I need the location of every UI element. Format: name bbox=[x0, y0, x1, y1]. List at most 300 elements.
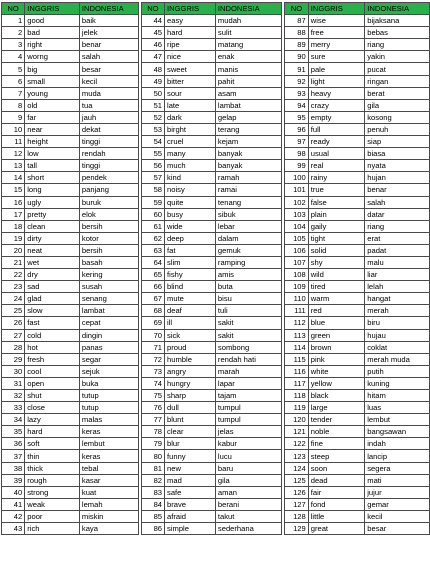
indonesian-word-cell: bersih bbox=[79, 220, 138, 232]
number-cell: 33 bbox=[2, 402, 25, 414]
indonesian-word-cell: bisu bbox=[215, 293, 282, 305]
indonesian-word-cell: segera bbox=[365, 462, 430, 474]
indonesian-word-cell: sakit bbox=[215, 329, 282, 341]
english-word-cell: false bbox=[308, 196, 365, 208]
indonesian-word-cell: lancip bbox=[365, 450, 430, 462]
number-cell: 71 bbox=[141, 341, 164, 353]
indonesian-word-cell: dalam bbox=[215, 232, 282, 244]
indonesian-word-cell: panas bbox=[79, 341, 138, 353]
english-word-cell: warm bbox=[308, 293, 365, 305]
english-word-cell: afraid bbox=[165, 510, 216, 522]
english-word-cell: great bbox=[308, 523, 365, 535]
indonesian-word-cell: tajam bbox=[215, 390, 282, 402]
number-cell: 113 bbox=[285, 329, 308, 341]
english-word-cell: wild bbox=[308, 269, 365, 281]
english-word-cell: steep bbox=[308, 450, 365, 462]
table-row bbox=[2, 136, 430, 148]
indonesian-word-cell: benar bbox=[365, 184, 430, 196]
number-cell: 101 bbox=[285, 184, 308, 196]
english-word-cell: mute bbox=[165, 293, 216, 305]
number-cell: 3 bbox=[2, 39, 25, 51]
number-cell: 69 bbox=[141, 317, 164, 329]
indonesian-word-cell: kering bbox=[79, 269, 138, 281]
header-no: NO bbox=[2, 3, 25, 15]
indonesian-word-cell: biasa bbox=[365, 148, 430, 160]
english-word-cell: true bbox=[308, 184, 365, 196]
number-cell: 88 bbox=[285, 27, 308, 39]
number-cell: 107 bbox=[285, 256, 308, 268]
table-row bbox=[2, 329, 430, 341]
english-word-cell: green bbox=[308, 329, 365, 341]
table-row bbox=[2, 63, 430, 75]
english-word-cell: sweet bbox=[165, 63, 216, 75]
english-word-cell: bitter bbox=[165, 75, 216, 87]
indonesian-word-cell: coklat bbox=[365, 341, 430, 353]
indonesian-word-cell: kuning bbox=[365, 377, 430, 389]
number-cell: 53 bbox=[141, 123, 164, 135]
english-word-cell: dull bbox=[165, 402, 216, 414]
indonesian-word-cell: tua bbox=[79, 99, 138, 111]
english-word-cell: much bbox=[165, 160, 216, 172]
number-cell: 19 bbox=[2, 232, 25, 244]
indonesian-word-cell: tebal bbox=[79, 462, 138, 474]
number-cell: 108 bbox=[285, 269, 308, 281]
table-row bbox=[2, 123, 430, 135]
indonesian-word-cell: salah bbox=[365, 196, 430, 208]
number-cell: 1 bbox=[2, 15, 25, 27]
number-cell: 41 bbox=[2, 498, 25, 510]
number-cell: 120 bbox=[285, 414, 308, 426]
indonesian-word-cell: pendek bbox=[79, 172, 138, 184]
indonesian-word-cell: berat bbox=[365, 87, 430, 99]
header-indonesian: INDONESIA bbox=[215, 3, 282, 15]
indonesian-word-cell: malas bbox=[79, 414, 138, 426]
number-cell: 110 bbox=[285, 293, 308, 305]
number-cell: 87 bbox=[285, 15, 308, 27]
english-word-cell: simple bbox=[165, 523, 216, 535]
english-word-cell: dead bbox=[308, 474, 365, 486]
number-cell: 125 bbox=[285, 474, 308, 486]
english-word-cell: tired bbox=[308, 281, 365, 293]
number-cell: 92 bbox=[285, 75, 308, 87]
number-cell: 96 bbox=[285, 123, 308, 135]
number-cell: 10 bbox=[2, 123, 25, 135]
english-word-cell: little bbox=[308, 510, 365, 522]
indonesian-word-cell: baru bbox=[215, 462, 282, 474]
indonesian-word-cell: manis bbox=[215, 63, 282, 75]
english-word-cell: busy bbox=[165, 208, 216, 220]
number-cell: 106 bbox=[285, 244, 308, 256]
indonesian-word-cell: tinggi bbox=[79, 160, 138, 172]
table-row bbox=[2, 341, 430, 353]
english-word-cell: low bbox=[25, 148, 80, 160]
number-cell: 55 bbox=[141, 148, 164, 160]
english-word-cell: light bbox=[308, 75, 365, 87]
number-cell: 22 bbox=[2, 269, 25, 281]
english-word-cell: crazy bbox=[308, 99, 365, 111]
indonesian-word-cell: hujan bbox=[365, 172, 430, 184]
english-word-cell: dry bbox=[25, 269, 80, 281]
english-word-cell: slow bbox=[25, 305, 80, 317]
number-cell: 111 bbox=[285, 305, 308, 317]
indonesian-word-cell: riang bbox=[365, 39, 430, 51]
table-row bbox=[2, 269, 430, 281]
number-cell: 43 bbox=[2, 523, 25, 535]
indonesian-word-cell: susah bbox=[79, 281, 138, 293]
english-word-cell: fast bbox=[25, 317, 80, 329]
english-word-cell: usual bbox=[308, 148, 365, 160]
english-word-cell: rainy bbox=[308, 172, 365, 184]
number-cell: 77 bbox=[141, 414, 164, 426]
english-word-cell: new bbox=[165, 462, 216, 474]
english-word-cell: birght bbox=[165, 123, 216, 135]
english-word-cell: sure bbox=[308, 51, 365, 63]
english-word-cell: near bbox=[25, 123, 80, 135]
english-word-cell: clear bbox=[165, 426, 216, 438]
table-row bbox=[2, 196, 430, 208]
number-cell: 54 bbox=[141, 136, 164, 148]
indonesian-word-cell: lembut bbox=[365, 414, 430, 426]
english-word-cell: ready bbox=[308, 136, 365, 148]
indonesian-word-cell: kotor bbox=[79, 232, 138, 244]
english-word-cell: wide bbox=[165, 220, 216, 232]
english-word-cell: many bbox=[165, 148, 216, 160]
indonesian-word-cell: luas bbox=[365, 402, 430, 414]
indonesian-word-cell: hujau bbox=[365, 329, 430, 341]
table-row bbox=[2, 377, 430, 389]
header-english: INGGRIS bbox=[308, 3, 365, 15]
number-cell: 91 bbox=[285, 63, 308, 75]
number-cell: 78 bbox=[141, 426, 164, 438]
english-word-cell: gaily bbox=[308, 220, 365, 232]
indonesian-word-cell: sibuk bbox=[215, 208, 282, 220]
indonesian-word-cell: bijaksana bbox=[365, 15, 430, 27]
number-cell: 21 bbox=[2, 256, 25, 268]
indonesian-word-cell: lelah bbox=[365, 281, 430, 293]
english-word-cell: wet bbox=[25, 256, 80, 268]
number-cell: 45 bbox=[141, 27, 164, 39]
number-cell: 35 bbox=[2, 426, 25, 438]
number-cell: 29 bbox=[2, 353, 25, 365]
number-cell: 38 bbox=[2, 462, 25, 474]
number-cell: 123 bbox=[285, 450, 308, 462]
english-word-cell: brown bbox=[308, 341, 365, 353]
indonesian-word-cell: amis bbox=[215, 269, 282, 281]
number-cell: 7 bbox=[2, 87, 25, 99]
table-row bbox=[2, 232, 430, 244]
number-cell: 56 bbox=[141, 160, 164, 172]
table-row bbox=[2, 99, 430, 111]
indonesian-word-cell: keras bbox=[79, 426, 138, 438]
number-cell: 49 bbox=[141, 75, 164, 87]
english-word-cell: quite bbox=[165, 196, 216, 208]
indonesian-word-cell: hitam bbox=[365, 390, 430, 402]
number-cell: 129 bbox=[285, 523, 308, 535]
english-word-cell: heavy bbox=[308, 87, 365, 99]
indonesian-word-cell: merah bbox=[365, 305, 430, 317]
english-word-cell: mad bbox=[165, 474, 216, 486]
english-word-cell: pretty bbox=[25, 208, 80, 220]
indonesian-word-cell: tutup bbox=[79, 390, 138, 402]
table-row bbox=[2, 172, 430, 184]
english-word-cell: small bbox=[25, 75, 80, 87]
english-word-cell: young bbox=[25, 87, 80, 99]
indonesian-word-cell: jauh bbox=[79, 111, 138, 123]
number-cell: 122 bbox=[285, 438, 308, 450]
indonesian-word-cell: lucu bbox=[215, 450, 282, 462]
number-cell: 86 bbox=[141, 523, 164, 535]
indonesian-word-cell: ramai bbox=[215, 184, 282, 196]
indonesian-word-cell: jelas bbox=[215, 426, 282, 438]
indonesian-word-cell: tumpul bbox=[215, 402, 282, 414]
english-word-cell: thick bbox=[25, 462, 80, 474]
table-row bbox=[2, 365, 430, 377]
number-cell: 81 bbox=[141, 462, 164, 474]
indonesian-word-cell: ramping bbox=[215, 256, 282, 268]
header-english: INGGRIS bbox=[165, 3, 216, 15]
number-cell: 93 bbox=[285, 87, 308, 99]
number-cell: 128 bbox=[285, 510, 308, 522]
english-word-cell: plain bbox=[308, 208, 365, 220]
indonesian-word-cell: terang bbox=[215, 123, 282, 135]
table-row bbox=[2, 510, 430, 522]
indonesian-word-cell: banyak bbox=[215, 160, 282, 172]
table-row bbox=[2, 438, 430, 450]
number-cell: 50 bbox=[141, 87, 164, 99]
indonesian-word-cell: besar bbox=[365, 523, 430, 535]
english-word-cell: short bbox=[25, 172, 80, 184]
number-cell: 73 bbox=[141, 365, 164, 377]
english-word-cell: sour bbox=[165, 87, 216, 99]
number-cell: 58 bbox=[141, 184, 164, 196]
indonesian-word-cell: basah bbox=[79, 256, 138, 268]
english-word-cell: clean bbox=[25, 220, 80, 232]
indonesian-word-cell: kabur bbox=[215, 438, 282, 450]
indonesian-word-cell: ringan bbox=[365, 75, 430, 87]
english-word-cell: rich bbox=[25, 523, 80, 535]
english-word-cell: good bbox=[25, 15, 80, 27]
number-cell: 39 bbox=[2, 474, 25, 486]
indonesian-word-cell: muda bbox=[79, 87, 138, 99]
english-word-cell: tall bbox=[25, 160, 80, 172]
english-word-cell: weak bbox=[25, 498, 80, 510]
number-cell: 124 bbox=[285, 462, 308, 474]
english-word-cell: rough bbox=[25, 474, 80, 486]
number-cell: 97 bbox=[285, 136, 308, 148]
number-cell: 68 bbox=[141, 305, 164, 317]
english-word-cell: yellow bbox=[308, 377, 365, 389]
table-row bbox=[2, 111, 430, 123]
indonesian-word-cell: lambat bbox=[215, 99, 282, 111]
table-row bbox=[2, 184, 430, 196]
table-row bbox=[2, 220, 430, 232]
indonesian-word-cell: siap bbox=[365, 136, 430, 148]
english-word-cell: pink bbox=[308, 353, 365, 365]
english-word-cell: free bbox=[308, 27, 365, 39]
indonesian-word-cell: merah muda bbox=[365, 353, 430, 365]
indonesian-word-cell: kaya bbox=[79, 523, 138, 535]
number-cell: 119 bbox=[285, 402, 308, 414]
number-cell: 95 bbox=[285, 111, 308, 123]
number-cell: 30 bbox=[2, 365, 25, 377]
header-row bbox=[2, 3, 430, 15]
indonesian-word-cell: segar bbox=[79, 353, 138, 365]
indonesian-word-cell: kasar bbox=[79, 474, 138, 486]
number-cell: 66 bbox=[141, 281, 164, 293]
english-word-cell: white bbox=[308, 365, 365, 377]
indonesian-word-cell: keras bbox=[79, 450, 138, 462]
english-word-cell: black bbox=[308, 390, 365, 402]
indonesian-word-cell: dingin bbox=[79, 329, 138, 341]
number-cell: 72 bbox=[141, 353, 164, 365]
english-word-cell: big bbox=[25, 63, 80, 75]
english-word-cell: poor bbox=[25, 510, 80, 522]
indonesian-word-cell: padat bbox=[365, 244, 430, 256]
english-word-cell: blind bbox=[165, 281, 216, 293]
english-word-cell: hard bbox=[25, 426, 80, 438]
indonesian-word-cell: nyata bbox=[365, 160, 430, 172]
number-cell: 90 bbox=[285, 51, 308, 63]
number-cell: 16 bbox=[2, 196, 25, 208]
indonesian-word-cell: malu bbox=[365, 256, 430, 268]
header-no: NO bbox=[285, 3, 308, 15]
number-cell: 94 bbox=[285, 99, 308, 111]
indonesian-word-cell: tenang bbox=[215, 196, 282, 208]
english-word-cell: ill bbox=[165, 317, 216, 329]
number-cell: 34 bbox=[2, 414, 25, 426]
indonesian-word-cell: bersih bbox=[79, 244, 138, 256]
table-row bbox=[2, 390, 430, 402]
indonesian-word-cell: riang bbox=[365, 220, 430, 232]
english-word-cell: close bbox=[25, 402, 80, 414]
number-cell: 57 bbox=[141, 172, 164, 184]
english-word-cell: noisy bbox=[165, 184, 216, 196]
number-cell: 84 bbox=[141, 498, 164, 510]
header-indonesian: INDONESIA bbox=[365, 3, 430, 15]
english-word-cell: proud bbox=[165, 341, 216, 353]
number-cell: 105 bbox=[285, 232, 308, 244]
number-cell: 75 bbox=[141, 390, 164, 402]
number-cell: 60 bbox=[141, 208, 164, 220]
table-row bbox=[2, 402, 430, 414]
indonesian-word-cell: rendah bbox=[79, 148, 138, 160]
indonesian-word-cell: cepat bbox=[79, 317, 138, 329]
table-row bbox=[2, 244, 430, 256]
english-word-cell: tender bbox=[308, 414, 365, 426]
indonesian-word-cell: dekat bbox=[79, 123, 138, 135]
number-cell: 12 bbox=[2, 148, 25, 160]
number-cell: 28 bbox=[2, 341, 25, 353]
english-word-cell: real bbox=[308, 160, 365, 172]
number-cell: 82 bbox=[141, 474, 164, 486]
number-cell: 104 bbox=[285, 220, 308, 232]
table-row bbox=[2, 27, 430, 39]
header-indonesian: INDONESIA bbox=[79, 3, 138, 15]
table-row bbox=[2, 15, 430, 27]
number-cell: 23 bbox=[2, 281, 25, 293]
number-cell: 109 bbox=[285, 281, 308, 293]
number-cell: 116 bbox=[285, 365, 308, 377]
number-cell: 5 bbox=[2, 63, 25, 75]
number-cell: 52 bbox=[141, 111, 164, 123]
indonesian-word-cell: bebas bbox=[365, 27, 430, 39]
table-row bbox=[2, 317, 430, 329]
english-word-cell: worng bbox=[25, 51, 80, 63]
english-word-cell: dirty bbox=[25, 232, 80, 244]
english-word-cell: blur bbox=[165, 438, 216, 450]
english-word-cell: bad bbox=[25, 27, 80, 39]
number-cell: 114 bbox=[285, 341, 308, 353]
indonesian-word-cell: tuli bbox=[215, 305, 282, 317]
number-cell: 37 bbox=[2, 450, 25, 462]
indonesian-word-cell: asam bbox=[215, 87, 282, 99]
indonesian-word-cell: datar bbox=[365, 208, 430, 220]
number-cell: 127 bbox=[285, 498, 308, 510]
indonesian-word-cell: mudah bbox=[215, 15, 282, 27]
number-cell: 102 bbox=[285, 196, 308, 208]
number-cell: 98 bbox=[285, 148, 308, 160]
number-cell: 4 bbox=[2, 51, 25, 63]
english-word-cell: long bbox=[25, 184, 80, 196]
english-word-cell: red bbox=[308, 305, 365, 317]
indonesian-word-cell: yakin bbox=[365, 51, 430, 63]
indonesian-word-cell: besar bbox=[79, 63, 138, 75]
number-cell: 65 bbox=[141, 269, 164, 281]
english-word-cell: fair bbox=[308, 486, 365, 498]
table-row bbox=[2, 353, 430, 365]
indonesian-word-cell: buruk bbox=[79, 196, 138, 208]
indonesian-word-cell: matang bbox=[215, 39, 282, 51]
indonesian-word-cell: gemar bbox=[365, 498, 430, 510]
english-word-cell: sick bbox=[165, 329, 216, 341]
english-word-cell: noble bbox=[308, 426, 365, 438]
english-word-cell: fat bbox=[165, 244, 216, 256]
english-word-cell: tight bbox=[308, 232, 365, 244]
english-word-cell: safe bbox=[165, 486, 216, 498]
english-word-cell: wise bbox=[308, 15, 365, 27]
number-cell: 51 bbox=[141, 99, 164, 111]
indonesian-word-cell: gila bbox=[365, 99, 430, 111]
number-cell: 8 bbox=[2, 99, 25, 111]
indonesian-word-cell: sulit bbox=[215, 27, 282, 39]
number-cell: 118 bbox=[285, 390, 308, 402]
number-cell: 80 bbox=[141, 450, 164, 462]
english-word-cell: ripe bbox=[165, 39, 216, 51]
indonesian-word-cell: erat bbox=[365, 232, 430, 244]
english-word-cell: glad bbox=[25, 293, 80, 305]
indonesian-word-cell: aman bbox=[215, 486, 282, 498]
table-row bbox=[2, 160, 430, 172]
english-word-cell: fine bbox=[308, 438, 365, 450]
indonesian-word-cell: berani bbox=[215, 498, 282, 510]
english-word-cell: sad bbox=[25, 281, 80, 293]
number-cell: 6 bbox=[2, 75, 25, 87]
table-row bbox=[2, 256, 430, 268]
table-row bbox=[2, 75, 430, 87]
number-cell: 47 bbox=[141, 51, 164, 63]
table-row bbox=[2, 486, 430, 498]
indonesian-word-cell: senang bbox=[79, 293, 138, 305]
number-cell: 79 bbox=[141, 438, 164, 450]
table-row bbox=[2, 474, 430, 486]
indonesian-word-cell: sakit bbox=[215, 317, 282, 329]
english-word-cell: pale bbox=[308, 63, 365, 75]
indonesian-word-cell: bangsawan bbox=[365, 426, 430, 438]
english-word-cell: right bbox=[25, 39, 80, 51]
table-row bbox=[2, 293, 430, 305]
english-word-cell: deaf bbox=[165, 305, 216, 317]
number-cell: 26 bbox=[2, 317, 25, 329]
